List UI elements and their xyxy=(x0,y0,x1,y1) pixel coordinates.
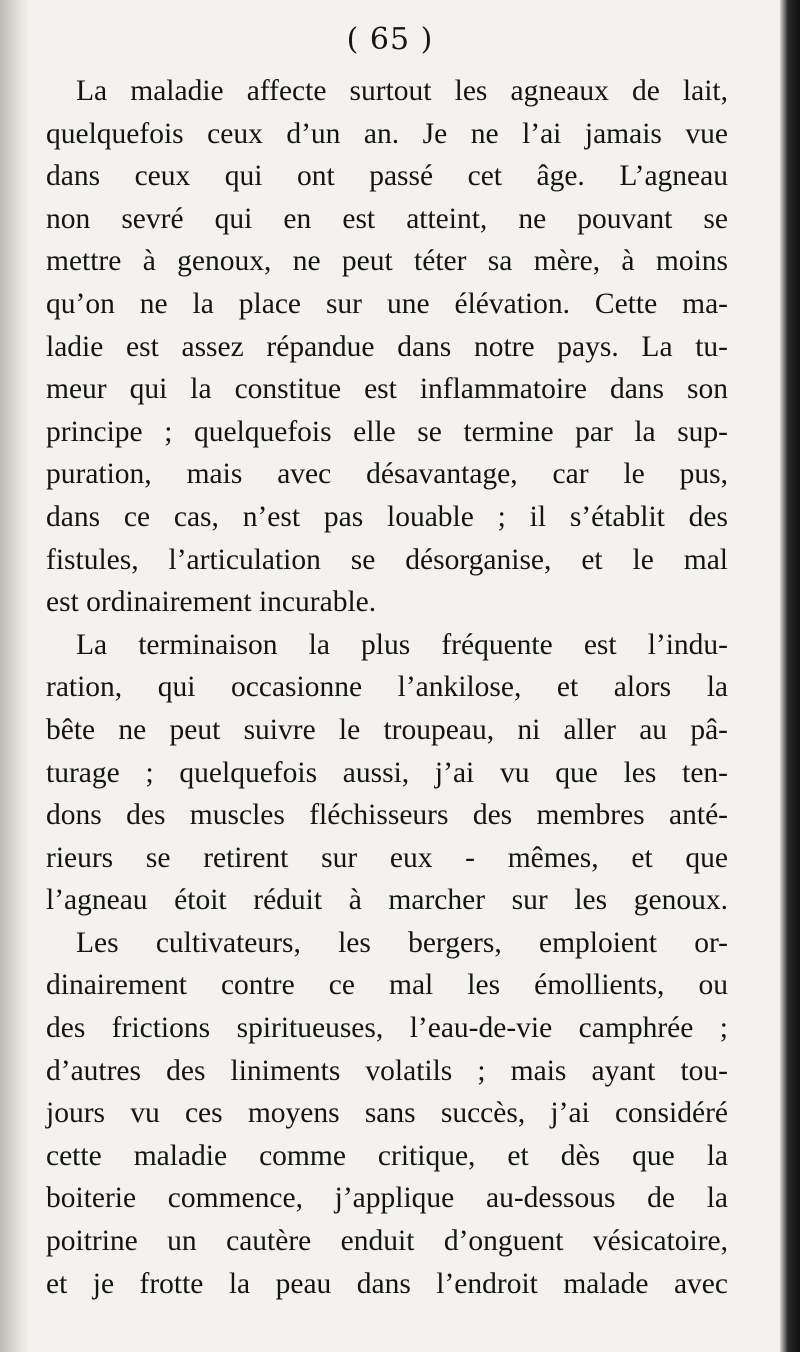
text-line: l’agneau étoit réduit à marcher sur les genoux. xyxy=(46,884,728,917)
text-line: turage ; quelquefois aussi, j’ai vu que les ten- xyxy=(46,756,728,789)
text-line: quelquefois ceux d’un an. Je ne l’ai jamais vue xyxy=(46,117,728,150)
paragraph-3 xyxy=(46,922,728,1305)
text-line: La maladie affecte surtout les agneaux de lait, xyxy=(76,75,728,107)
text-line: non sevré qui en est atteint, ne pouvant se xyxy=(46,202,728,235)
scan-background-edge xyxy=(780,0,800,1352)
text-line: La terminaison la plus fréquente est l’indu- xyxy=(76,628,728,661)
text-line: puration, mais avec désavantage, car le pus, xyxy=(46,458,728,491)
paragraph-2 xyxy=(46,624,728,922)
page-binding-shadow xyxy=(0,0,30,1352)
text-line: rieurs se retirent sur eux - mêmes, et que xyxy=(46,841,728,874)
text-line: Les cultivateurs, les bergers, emploient or- xyxy=(76,926,728,959)
text-line: poitrine un cautère enduit d’onguent vésicatoire, xyxy=(46,1225,728,1258)
text-line: et je frotte la peau dans l’endroit malade avec xyxy=(46,1267,728,1300)
text-line: dons des muscles fléchisseurs des membres anté- xyxy=(46,799,728,832)
text-line: cette maladie comme critique, et dès que la xyxy=(46,1139,728,1172)
body-text xyxy=(46,70,728,1305)
text-line: meur qui la constitue est inflammatoire dans son xyxy=(46,373,728,406)
text-line: principe ; quelquefois elle se termine par la sup- xyxy=(46,415,728,448)
text-line: est ordinairement incurable. xyxy=(46,586,377,619)
text-line: dinairement contre ce mal les émollients, ou xyxy=(46,969,728,1002)
paragraph-1 xyxy=(46,70,728,624)
text-line: d’autres des liniments volatils ; mais ayant tou- xyxy=(46,1054,728,1087)
text-line: dans ceux qui ont passé cet âge. L’agneau xyxy=(46,160,728,193)
text-line: mettre à genoux, ne peut téter sa mère, à moins xyxy=(46,245,728,278)
text-line: dans ce cas, n’est pas louable ; il s’établit des xyxy=(46,500,728,533)
text-line: des frictions spiritueuses, l’eau-de-vie camphrée ; xyxy=(46,1012,728,1045)
page-number: ( 65 ) xyxy=(346,22,434,57)
text-line: fistules, l’articulation se désorganise, et le mal xyxy=(46,543,728,576)
text-line: jours vu ces moyens sans succès, j’ai considéré xyxy=(46,1097,728,1130)
text-line: qu’on ne la place sur une élévation. Cette ma- xyxy=(46,287,728,320)
text-line: ladie est assez répandue dans notre pays. La tu- xyxy=(46,330,728,363)
text-line: ration, qui occasionne l’ankilose, et alors la xyxy=(46,671,728,704)
text-line: bête ne peut suivre le troupeau, ni aller au pâ- xyxy=(46,713,728,746)
text-line: boiterie commence, j’applique au-dessous de la xyxy=(46,1182,728,1215)
